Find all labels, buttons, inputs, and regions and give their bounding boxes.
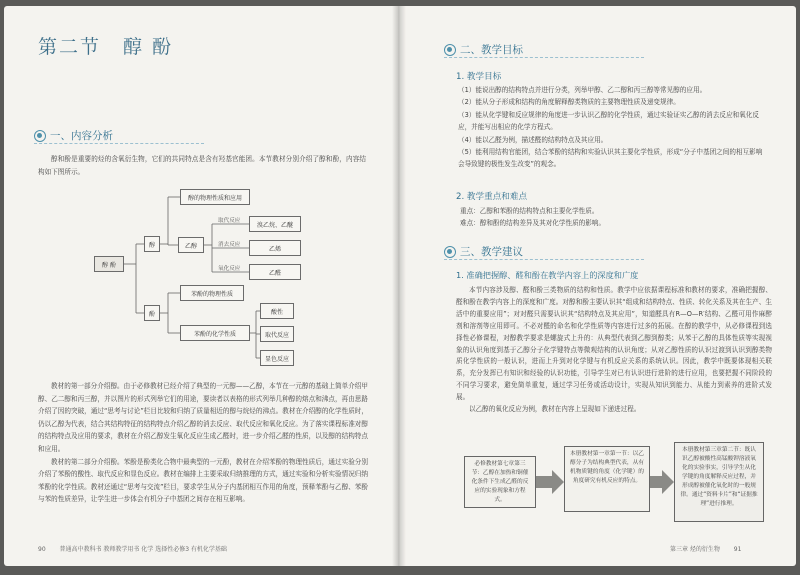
key-point-item: 重点：乙醇和苯酚的结构特点和主要化学性质。 xyxy=(460,207,599,215)
goal-subheading: 1. 教学目标 xyxy=(456,72,502,82)
section-heading-teaching-goals: 二、教学目标 xyxy=(444,42,523,57)
section-heading-teaching-suggestions: 三、教学建议 xyxy=(444,244,523,259)
goal-item: （3）能从化学键和反应规律的角度进一步认识乙醇的化学性质，通过实验证实乙醇的消去反应和氧化反应，并能写出相应的化学方程式。 xyxy=(458,110,759,132)
diagram-node-phenol-chemical: 苯酚的化学性质 xyxy=(180,325,250,341)
diagram-node-product-ethylene: 乙烯 xyxy=(249,240,301,256)
flow-step-chapter-one: 本册教材第一章第一节：以乙醇分子为结构典型代表，从有机物质键的角度（化学键）的角度研究有机反应的特点。 xyxy=(564,446,650,512)
diagram-node-product-bromoethane: 溴乙烷、乙醚 xyxy=(249,216,301,232)
suggestion-paragraph: 以乙醇的氧化反应为例，教材在内容上呈现如下递进过程。 xyxy=(469,405,641,414)
diagram-node-phenol-physical: 苯酚的物理性质 xyxy=(180,285,244,301)
right-footer xyxy=(670,544,741,553)
right-page xyxy=(398,6,796,566)
diagram-node-color-reaction: 显色反应 xyxy=(260,350,294,366)
key-points-subheading: 2. 教学重点和难点 xyxy=(456,192,528,202)
diagram-label-elimination: 消去反应 xyxy=(218,242,241,248)
key-point-item: 难点：醇和酚的结构差异及其对化学性质的影响。 xyxy=(460,219,606,228)
left-page xyxy=(4,6,398,566)
suggestion-paragraph: 本节内容涉及醇、醛和酚三类物质的结构和性质。教学中应依据课程标准和教材的要求，准确把握醇、醛和酚在教学内容上的深度和广度。对醇和酚主要认识其“组成和结构特点、性质、转化关系及其在生产、生活中的重要应用”；对对醛只需要认识其“结构特点及其应用”，知道醛具有R—O—R′结构、乙醛可用作麻醉剂和溶剂等应用即可。不必对醛的命名和化学性质等内容进行过多的拓展。在醇的教学中，从必修课程到选择性必修课程，对醇教学要求是螺旋式上升的：从典型代表到乙醇到醇类；从苯于乙醇的具体性质等实现视象的认识角度到基于乙醇分子化学键特点等微观结构的认识角度；从对乙醇性质的认识过渡到认识到醇类物质化学性质的一般认识，进而上升到对化学键与有机反应关系的系统认识。因此，教学中既要体现相关联系，充分发挥已有知识和经验的认识功能，引导学生对已有认识进行进阶的进行应用，也要把握不同阶段的不同学习要求，避免简单重复，通过学习任务或活动设计，实现从知识到能力、从能力到素养的进阶式发展。 xyxy=(456,286,772,402)
body-paragraphs-left xyxy=(38,380,368,506)
suggestion-subheading: 1. 准确把握醇、醛和酚在教学内容上的深度和广度 xyxy=(456,270,639,280)
diagram-node-ethanol: 乙醇 xyxy=(178,237,204,253)
diagram-node-alcohol-properties: 醇的物理性质和应用 xyxy=(180,189,250,205)
left-page-number: 90 xyxy=(38,546,46,553)
diagram-label-substitution: 取代反应 xyxy=(218,218,241,224)
goal-item: （2）能从分子形成和结构的角度解释醇类物质的主要物理性质及递变规律。 xyxy=(458,98,680,107)
diagram-node-phenol: 酚 xyxy=(144,305,160,321)
left-footer xyxy=(38,544,227,553)
goal-item: （5）能利用结构官能团，结合苯酚的结构和实验认识其主要化学性质，形成“分子中基团之间的相互影响会导致键的极性发生改变”的观念。 xyxy=(458,148,763,169)
goal-item: （4）能以乙醛为例，描述醛的结构特点及其应用。 xyxy=(458,135,608,144)
diagram-node-acidity: 酸性 xyxy=(260,303,294,319)
chapter-name: 醇 酚 xyxy=(123,36,174,58)
right-footer-chapter: 第三章 烃的衍生物 xyxy=(670,546,720,553)
diagram-node-substitution: 取代反应 xyxy=(260,326,294,342)
right-page-number: 91 xyxy=(733,546,742,553)
flow-step-chapter-three: 本册教材第三章第二节：既认识乙醇被酸性高锰酸钾溶液氧化的实验事实，引导学生从化学键的角度解释反应过程，并形成醇被催化氧化时的一般规律。通过“资料卡片”和“证据推理”进行推理。 xyxy=(674,442,764,522)
body-paragraph-phenol: 教材的第二部分介绍酚。苯酚是酚类化合物中最典型的一元酚，教材在介绍苯酚的物理性质后，通过实验分别介绍了苯酚的酸性、取代反应和显色反应。教材在编排上主要采取归纳推理的方式，通过实验和分析实验情况归纳苯酚的化学性质。教材还通过“思考与交流”栏目，要求学生从分子内基团相互作用的角度，预释苯酚与乙醇、苯酚与苯的性质差异，让学生进一步体会有机分子中基团之间存在相互影响。 xyxy=(38,457,368,504)
intro-paragraph: 醇和酚是重要的烃的含氧衍生物，它们的共同特点是含有羟基官能团。本节教材分别介绍了醇和酚，内容结构如下图所示。 xyxy=(38,155,366,176)
body-paragraph-alcohol: 教材的第一部分介绍醇。由于必修教材已经介绍了典型的一元醇——乙醇，本节在一元醇的基础上简单介绍甲醇、乙二醇和丙三醇，并以图片的形式列举它们的用途，要读者以表格的形式列举几种醇的熔点和沸点，再由思路介绍了因的突破，通过“思考与讨论”栏目比较和归纳了质量相近的醇与烷烃的沸点。教材在介绍醇的化学性质时，仍以乙醇为代表，结合其结构特征的结构特点介绍乙醇的消去反应、取代反应和氧化反应。为了落实课程标准对醇的结构特点及应用的要求，教材在介绍乙醇发生氧化反应生成乙醛时，进一步介绍乙醛的性质，以及醇的结构特点和应用。 xyxy=(38,382,368,453)
diagram-label-oxidation: 氧化反应 xyxy=(218,266,241,272)
chapter-number: 第二节 xyxy=(38,36,102,58)
section-heading-content-analysis: 一、内容分析 xyxy=(34,128,113,143)
left-footer-text: 普通高中教科书 教师教学用书 化学 选择性必修3 有机化学基础 xyxy=(59,546,227,553)
diagram-node-alcohol: 醇 xyxy=(144,236,160,252)
flow-step-required-course: 必修教材第七章第三节：乙醇在加热和铜催化条件下生成乙醛的反应的实验现象和方程式。 xyxy=(464,456,536,508)
diagram-root-node: 醇 酚 xyxy=(94,256,124,272)
book-gutter xyxy=(392,6,406,566)
goal-item: （1）能说出醇的结构特点并进行分类，列举甲醇、乙二醇和丙三醇等常见醇的应用。 xyxy=(458,86,707,94)
diagram-node-product-acetaldehyde: 乙醛 xyxy=(249,264,301,280)
